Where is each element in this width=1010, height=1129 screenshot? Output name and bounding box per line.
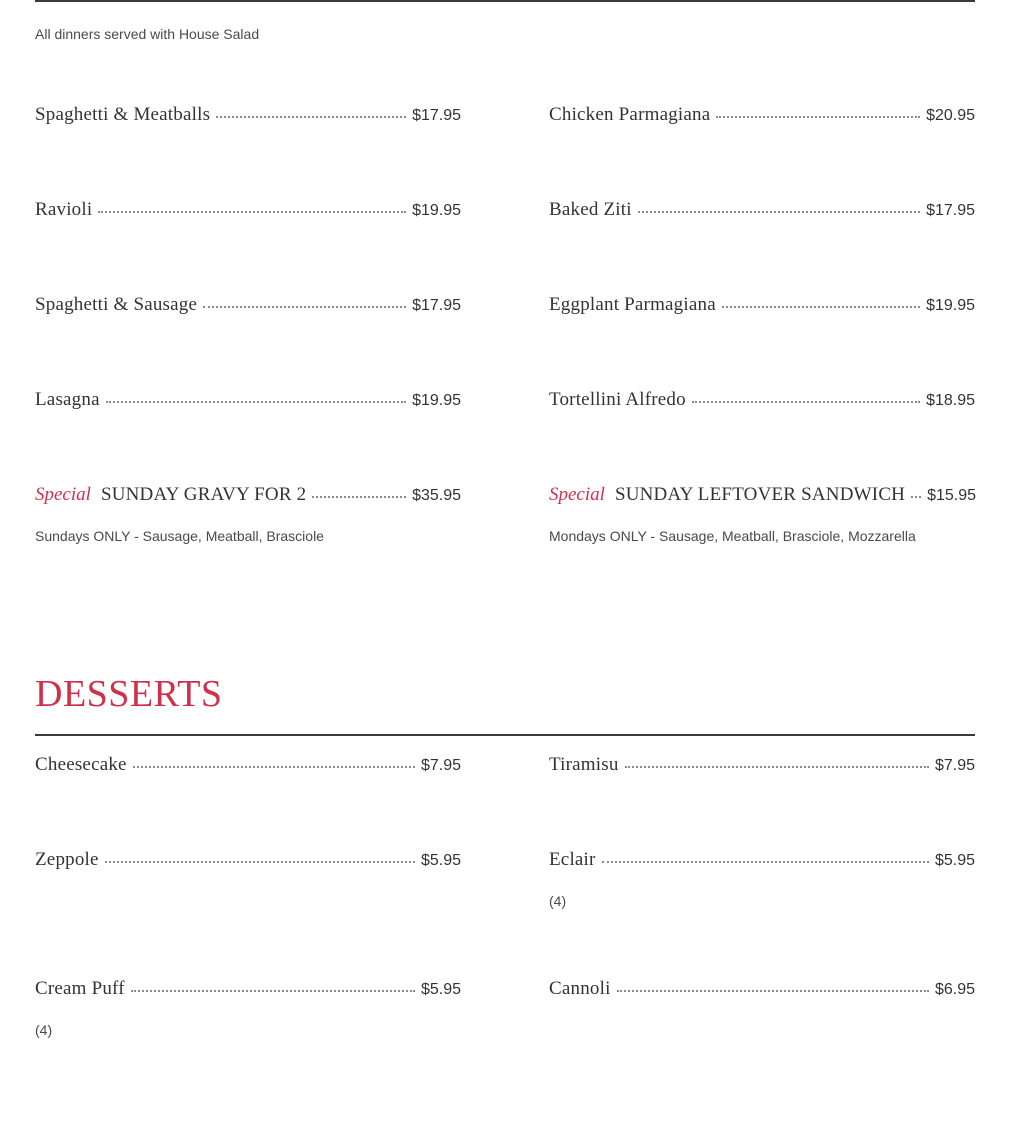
dot-leader	[131, 990, 415, 992]
item-price: $20.95	[926, 107, 975, 124]
item-quantity-note: (4)	[35, 1022, 53, 1038]
dot-leader	[133, 766, 415, 768]
item-name: Zeppole	[35, 849, 99, 870]
menu-item	[35, 978, 461, 1008]
menu-item	[549, 104, 975, 134]
dinners-divider	[35, 0, 975, 2]
dot-leader	[312, 496, 406, 498]
menu-item	[35, 754, 461, 784]
item-price: $5.95	[934, 852, 975, 869]
item-price: $15.95	[927, 487, 977, 504]
item-price: $17.95	[412, 107, 461, 124]
item-name: SUNDAY LEFTOVER SANDWICH	[614, 484, 906, 505]
item-price: $7.95	[420, 757, 461, 774]
item-name: Eclair	[549, 849, 596, 870]
item-name: Lasagna	[35, 389, 100, 410]
dot-leader	[106, 401, 406, 403]
dot-leader	[911, 496, 921, 498]
special-description: Mondays ONLY - Sausage, Meatball, Brasciole, Mozzarella	[549, 528, 916, 544]
menu-item	[549, 389, 975, 419]
dot-leader	[638, 211, 920, 213]
dot-leader	[602, 861, 929, 863]
special-tag: Special	[549, 484, 605, 505]
item-name: Chicken Parmagiana	[549, 104, 711, 125]
item-name: SUNDAY GRAVY FOR 2	[100, 484, 307, 505]
item-price: $6.95	[934, 981, 975, 998]
item-name: Spaghetti & Meatballs	[35, 104, 211, 125]
dot-leader	[716, 116, 920, 118]
dot-leader	[692, 401, 920, 403]
dot-leader	[625, 766, 929, 768]
item-name: Baked Ziti	[549, 199, 632, 220]
dot-leader	[105, 861, 415, 863]
menu-item	[549, 849, 975, 879]
special-tag: Special	[35, 484, 91, 505]
dot-leader	[98, 211, 406, 213]
menu-item	[549, 294, 975, 324]
dot-leader	[216, 116, 406, 118]
item-price: $19.95	[926, 297, 975, 314]
item-name: Cheesecake	[35, 754, 127, 775]
desserts-divider	[35, 734, 975, 736]
item-price: $5.95	[420, 981, 461, 998]
item-name: Ravioli	[35, 199, 93, 220]
item-name: Cannoli	[549, 978, 611, 999]
menu-item	[35, 849, 461, 879]
item-price: $18.95	[926, 392, 975, 409]
item-price: $5.95	[420, 852, 461, 869]
special-item	[549, 484, 975, 514]
dinners-note: All dinners served with House Salad	[35, 26, 260, 42]
menu-item	[35, 294, 461, 324]
special-description: Sundays ONLY - Sausage, Meatball, Brasciole	[35, 528, 324, 544]
special-item	[35, 484, 461, 514]
item-quantity-note: (4)	[549, 893, 567, 909]
item-name: Eggplant Parmagiana	[549, 294, 716, 315]
item-name: Tortellini Alfredo	[549, 389, 686, 410]
menu-item	[549, 199, 975, 229]
menu-item	[35, 389, 461, 419]
dot-leader	[203, 306, 406, 308]
item-price: $35.95	[412, 487, 461, 504]
menu-item	[35, 104, 461, 134]
menu-item	[549, 978, 975, 1008]
menu-item	[35, 199, 461, 229]
item-price: $7.95	[934, 757, 975, 774]
item-price: $17.95	[412, 297, 461, 314]
dot-leader	[617, 990, 929, 992]
item-name: Spaghetti & Sausage	[35, 294, 198, 315]
menu-item	[549, 754, 975, 784]
item-price: $19.95	[412, 202, 461, 219]
item-name: Cream Puff	[35, 978, 125, 999]
item-price: $17.95	[926, 202, 975, 219]
dot-leader	[722, 306, 920, 308]
item-name: Tiramisu	[549, 754, 619, 775]
item-price: $19.95	[412, 392, 461, 409]
section-title-desserts: DESSERTS	[35, 673, 223, 715]
